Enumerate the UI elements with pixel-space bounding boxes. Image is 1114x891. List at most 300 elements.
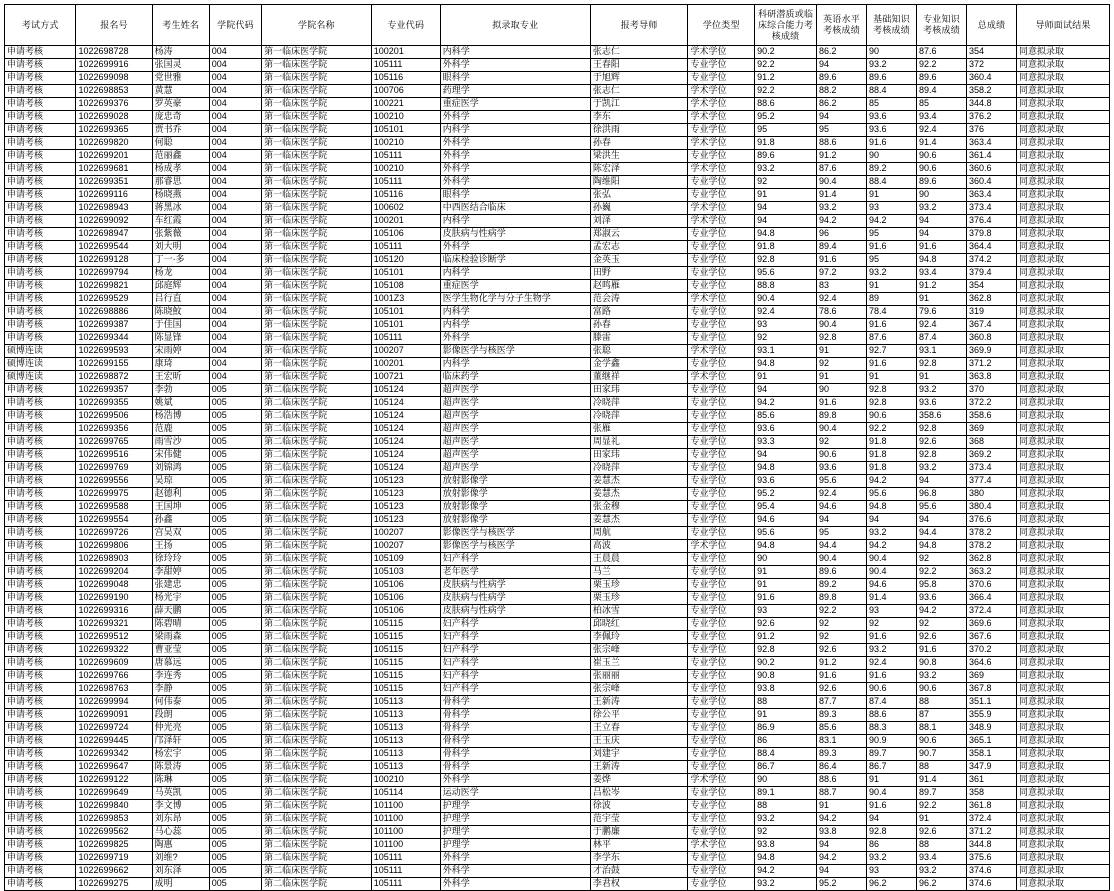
cell-college-name: 第一临床医学院 bbox=[262, 189, 372, 202]
cell-application-id: 1022699128 bbox=[76, 254, 152, 267]
cell-candidate-name: 杨成孝 bbox=[152, 163, 209, 176]
cell-professional-knowledge-score: 88 bbox=[917, 761, 967, 774]
cell-major-name: 内科学 bbox=[440, 267, 590, 280]
cell-professional-knowledge-score: 87.4 bbox=[917, 332, 967, 345]
cell-application-id: 1022699825 bbox=[76, 839, 152, 852]
cell-application-id: 1022699794 bbox=[76, 267, 152, 280]
cell-total-score: 354 bbox=[967, 280, 1017, 293]
cell-exam-method: 申请考核 bbox=[5, 293, 76, 306]
cell-college-name: 第一临床医学院 bbox=[262, 137, 372, 150]
cell-total-score: 379.4 bbox=[967, 267, 1017, 280]
cell-total-score: 319 bbox=[967, 306, 1017, 319]
cell-degree-type: 专业学位 bbox=[688, 241, 755, 254]
cell-basic-knowledge-score: 95.6 bbox=[867, 488, 917, 501]
cell-basic-knowledge-score: 89 bbox=[867, 293, 917, 306]
cell-candidate-name: 范鹿 bbox=[152, 423, 209, 436]
cell-college-name: 第二临床医学院 bbox=[262, 787, 372, 800]
table-row bbox=[5, 85, 1110, 98]
cell-total-score: 360.8 bbox=[967, 332, 1017, 345]
table-row bbox=[5, 722, 1110, 735]
cell-english-score: 94.4 bbox=[817, 540, 867, 553]
cell-exam-method: 申请考核 bbox=[5, 696, 76, 709]
cell-application-id: 1022699853 bbox=[76, 813, 152, 826]
cell-total-score: 376.2 bbox=[967, 111, 1017, 124]
cell-degree-type: 专业学位 bbox=[688, 670, 755, 683]
cell-research-score: 94.8 bbox=[755, 462, 817, 475]
cell-basic-knowledge-score: 88.4 bbox=[867, 85, 917, 98]
cell-english-score: 93.6 bbox=[817, 462, 867, 475]
cell-major-code: 100602 bbox=[371, 202, 440, 215]
table-row bbox=[5, 241, 1110, 254]
cell-application-id: 1022699994 bbox=[76, 696, 152, 709]
cell-college-code: 005 bbox=[209, 410, 261, 423]
cell-research-score: 92 bbox=[755, 826, 817, 839]
cell-exam-method: 申请考核 bbox=[5, 176, 76, 189]
cell-college-name: 第一临床医学院 bbox=[262, 124, 372, 137]
cell-degree-type: 专业学位 bbox=[688, 605, 755, 618]
cell-candidate-name: 陶惠 bbox=[152, 839, 209, 852]
column-header-college-name: 学院名称 bbox=[262, 5, 372, 46]
cell-application-id: 1022698943 bbox=[76, 202, 152, 215]
cell-professional-knowledge-score: 85 bbox=[917, 98, 967, 111]
cell-college-code: 004 bbox=[209, 267, 261, 280]
table-row bbox=[5, 579, 1110, 592]
cell-degree-type: 专业学位 bbox=[688, 475, 755, 488]
cell-research-score: 92.6 bbox=[755, 618, 817, 631]
cell-interview-result: 同意拟录取 bbox=[1017, 657, 1110, 670]
cell-major-name: 妇产科学 bbox=[440, 683, 590, 696]
cell-advisor: 栗玉珍 bbox=[590, 592, 688, 605]
cell-exam-method: 申请考核 bbox=[5, 631, 76, 644]
cell-college-name: 第一临床医学院 bbox=[262, 254, 372, 267]
cell-english-score: 92 bbox=[817, 436, 867, 449]
cell-major-code: 105101 bbox=[371, 267, 440, 280]
cell-english-score: 90.4 bbox=[817, 319, 867, 332]
cell-interview-result: 同意拟录取 bbox=[1017, 176, 1110, 189]
cell-college-name: 第二临床医学院 bbox=[262, 683, 372, 696]
cell-english-score: 95 bbox=[817, 124, 867, 137]
cell-college-code: 005 bbox=[209, 644, 261, 657]
cell-professional-knowledge-score: 94 bbox=[917, 514, 967, 527]
cell-interview-result: 同意拟录取 bbox=[1017, 670, 1110, 683]
cell-college-name: 第二临床医学院 bbox=[262, 579, 372, 592]
cell-basic-knowledge-score: 91 bbox=[867, 189, 917, 202]
cell-research-score: 95 bbox=[755, 124, 817, 137]
cell-advisor: 刘泽 bbox=[590, 215, 688, 228]
cell-advisor: 姜慧杰 bbox=[590, 514, 688, 527]
cell-advisor: 田家玮 bbox=[590, 449, 688, 462]
cell-english-score: 94.2 bbox=[817, 852, 867, 865]
cell-exam-method: 申请考核 bbox=[5, 774, 76, 787]
cell-major-name: 放射影像学 bbox=[440, 514, 590, 527]
cell-interview-result: 同意拟录取 bbox=[1017, 631, 1110, 644]
cell-advisor: 冷晓萍 bbox=[590, 397, 688, 410]
column-header-interview-result: 导师面试结果 bbox=[1017, 5, 1110, 46]
cell-major-name: 外科学 bbox=[440, 111, 590, 124]
cell-research-score: 95.6 bbox=[755, 527, 817, 540]
cell-candidate-name: 赵德利 bbox=[152, 488, 209, 501]
cell-total-score: 358.6 bbox=[967, 410, 1017, 423]
cell-interview-result: 同意拟录取 bbox=[1017, 748, 1110, 761]
cell-major-code: 105124 bbox=[371, 384, 440, 397]
cell-basic-knowledge-score: 92.4 bbox=[867, 657, 917, 670]
cell-exam-method: 申请考核 bbox=[5, 735, 76, 748]
cell-major-code: 100210 bbox=[371, 163, 440, 176]
cell-major-code: 100201 bbox=[371, 215, 440, 228]
cell-interview-result: 同意拟录取 bbox=[1017, 332, 1110, 345]
cell-major-code: 1001Z3 bbox=[371, 293, 440, 306]
cell-degree-type: 专业学位 bbox=[688, 189, 755, 202]
cell-interview-result: 同意拟录取 bbox=[1017, 514, 1110, 527]
cell-interview-result: 同意拟录取 bbox=[1017, 267, 1110, 280]
cell-major-name: 影像医学与核医学 bbox=[440, 540, 590, 553]
cell-degree-type: 专业学位 bbox=[688, 631, 755, 644]
cell-research-score: 91.2 bbox=[755, 72, 817, 85]
cell-college-name: 第二临床医学院 bbox=[262, 670, 372, 683]
cell-exam-method: 申请考核 bbox=[5, 670, 76, 683]
cell-exam-method: 申请考核 bbox=[5, 787, 76, 800]
cell-major-name: 外科学 bbox=[440, 137, 590, 150]
cell-degree-type: 专业学位 bbox=[688, 813, 755, 826]
cell-college-code: 004 bbox=[209, 358, 261, 371]
cell-college-name: 第二临床医学院 bbox=[262, 605, 372, 618]
cell-basic-knowledge-score: 94.2 bbox=[867, 475, 917, 488]
cell-college-code: 005 bbox=[209, 397, 261, 410]
cell-college-name: 第二临床医学院 bbox=[262, 878, 372, 891]
cell-english-score: 91 bbox=[817, 371, 867, 384]
cell-application-id: 1022699091 bbox=[76, 709, 152, 722]
cell-professional-knowledge-score: 358.6 bbox=[917, 410, 967, 423]
cell-professional-knowledge-score: 94 bbox=[917, 215, 967, 228]
table-row bbox=[5, 553, 1110, 566]
cell-interview-result: 同意拟录取 bbox=[1017, 449, 1110, 462]
cell-english-score: 91 bbox=[817, 800, 867, 813]
cell-application-id: 1022699806 bbox=[76, 540, 152, 553]
cell-professional-knowledge-score: 92.2 bbox=[917, 800, 967, 813]
cell-degree-type: 专业学位 bbox=[688, 826, 755, 839]
cell-college-name: 第一临床医学院 bbox=[262, 150, 372, 163]
cell-college-code: 005 bbox=[209, 631, 261, 644]
cell-college-name: 第二临床医学院 bbox=[262, 436, 372, 449]
cell-english-score: 92.6 bbox=[817, 683, 867, 696]
cell-exam-method: 申请考核 bbox=[5, 202, 76, 215]
cell-major-code: 100207 bbox=[371, 345, 440, 358]
cell-total-score: 372 bbox=[967, 59, 1017, 72]
table-row bbox=[5, 163, 1110, 176]
cell-english-score: 94.6 bbox=[817, 501, 867, 514]
cell-degree-type: 专业学位 bbox=[688, 514, 755, 527]
cell-major-code: 105113 bbox=[371, 696, 440, 709]
cell-interview-result: 同意拟录取 bbox=[1017, 280, 1110, 293]
cell-major-name: 护理学 bbox=[440, 826, 590, 839]
cell-research-score: 91 bbox=[755, 189, 817, 202]
cell-total-score: 363.4 bbox=[967, 189, 1017, 202]
cell-degree-type: 专业学位 bbox=[688, 410, 755, 423]
cell-major-name: 放射影像学 bbox=[440, 488, 590, 501]
cell-interview-result: 同意拟录取 bbox=[1017, 150, 1110, 163]
cell-college-code: 005 bbox=[209, 787, 261, 800]
cell-research-score: 95.2 bbox=[755, 488, 817, 501]
cell-candidate-name: 薛天鹏 bbox=[152, 605, 209, 618]
cell-research-score: 88.8 bbox=[755, 280, 817, 293]
cell-candidate-name: 刘锦鸿 bbox=[152, 462, 209, 475]
cell-advisor: 冷晓萍 bbox=[590, 462, 688, 475]
table-row bbox=[5, 514, 1110, 527]
cell-major-code: 101100 bbox=[371, 800, 440, 813]
cell-advisor: 高波 bbox=[590, 540, 688, 553]
cell-candidate-name: 黄慧 bbox=[152, 85, 209, 98]
cell-application-id: 1022698903 bbox=[76, 553, 152, 566]
cell-total-score: 372.2 bbox=[967, 397, 1017, 410]
cell-major-name: 骨科学 bbox=[440, 748, 590, 761]
cell-english-score: 94.2 bbox=[817, 813, 867, 826]
cell-professional-knowledge-score: 93.6 bbox=[917, 397, 967, 410]
cell-basic-knowledge-score: 93.6 bbox=[867, 124, 917, 137]
cell-professional-knowledge-score: 87 bbox=[917, 709, 967, 722]
cell-exam-method: 申请考核 bbox=[5, 59, 76, 72]
cell-candidate-name: 宋伟健 bbox=[152, 449, 209, 462]
cell-candidate-name: 陈晓魰 bbox=[152, 306, 209, 319]
cell-application-id: 1022699562 bbox=[76, 826, 152, 839]
cell-english-score: 89.4 bbox=[817, 241, 867, 254]
cell-advisor: 陈宏泽 bbox=[590, 163, 688, 176]
cell-total-score: 364.6 bbox=[967, 657, 1017, 670]
cell-application-id: 1022699365 bbox=[76, 124, 152, 137]
cell-total-score: 374.6 bbox=[967, 865, 1017, 878]
cell-major-code: 105111 bbox=[371, 878, 440, 891]
cell-application-id: 1022699190 bbox=[76, 592, 152, 605]
cell-english-score: 88.6 bbox=[817, 774, 867, 787]
cell-major-name: 皮肤病与性病学 bbox=[440, 605, 590, 618]
cell-interview-result: 同意拟录取 bbox=[1017, 488, 1110, 501]
cell-advisor: 陶维阳 bbox=[590, 176, 688, 189]
cell-english-score: 90.4 bbox=[817, 176, 867, 189]
cell-college-name: 第二临床医学院 bbox=[262, 501, 372, 514]
column-header-basic-knowledge-score: 基础知识考核成绩 bbox=[867, 5, 917, 46]
cell-advisor: 张弘 bbox=[590, 189, 688, 202]
cell-college-name: 第二临床医学院 bbox=[262, 644, 372, 657]
cell-english-score: 78.6 bbox=[817, 306, 867, 319]
cell-professional-knowledge-score: 94.2 bbox=[917, 605, 967, 618]
cell-application-id: 1022699355 bbox=[76, 397, 152, 410]
cell-major-code: 105113 bbox=[371, 709, 440, 722]
cell-advisor: 王玉庆 bbox=[590, 735, 688, 748]
cell-total-score: 358.1 bbox=[967, 748, 1017, 761]
cell-english-score: 89.6 bbox=[817, 72, 867, 85]
cell-total-score: 367.6 bbox=[967, 631, 1017, 644]
cell-interview-result: 同意拟录取 bbox=[1017, 566, 1110, 579]
cell-college-code: 004 bbox=[209, 163, 261, 176]
cell-english-score: 91.2 bbox=[817, 150, 867, 163]
cell-basic-knowledge-score: 91 bbox=[867, 280, 917, 293]
cell-research-score: 92.2 bbox=[755, 85, 817, 98]
cell-professional-knowledge-score: 94.8 bbox=[917, 540, 967, 553]
cell-exam-method: 申请考核 bbox=[5, 826, 76, 839]
cell-application-id: 1022698872 bbox=[76, 371, 152, 384]
cell-total-score: 365.1 bbox=[967, 735, 1017, 748]
table-row bbox=[5, 267, 1110, 280]
cell-candidate-name: 杨涛 bbox=[152, 46, 209, 59]
cell-major-name: 运动医学 bbox=[440, 787, 590, 800]
cell-college-name: 第一临床医学院 bbox=[262, 176, 372, 189]
cell-advisor: 张志仁 bbox=[590, 85, 688, 98]
table-row bbox=[5, 137, 1110, 150]
cell-major-code: 101100 bbox=[371, 826, 440, 839]
cell-english-score: 88.2 bbox=[817, 85, 867, 98]
cell-interview-result: 同意拟录取 bbox=[1017, 410, 1110, 423]
column-header-degree-type: 学位类型 bbox=[688, 5, 755, 46]
cell-college-code: 005 bbox=[209, 657, 261, 670]
cell-application-id: 1022699201 bbox=[76, 150, 152, 163]
cell-degree-type: 专业学位 bbox=[688, 735, 755, 748]
cell-major-code: 105124 bbox=[371, 449, 440, 462]
cell-basic-knowledge-score: 94 bbox=[867, 813, 917, 826]
cell-exam-method: 申请考核 bbox=[5, 124, 76, 137]
cell-research-score: 93.8 bbox=[755, 839, 817, 852]
cell-degree-type: 专业学位 bbox=[688, 579, 755, 592]
cell-college-code: 005 bbox=[209, 878, 261, 891]
cell-professional-knowledge-score: 93.6 bbox=[917, 592, 967, 605]
cell-total-score: 367.8 bbox=[967, 683, 1017, 696]
cell-major-name: 骨科学 bbox=[440, 735, 590, 748]
table-row bbox=[5, 345, 1110, 358]
cell-basic-knowledge-score: 94.2 bbox=[867, 215, 917, 228]
cell-application-id: 1022699556 bbox=[76, 475, 152, 488]
cell-professional-knowledge-score: 92.6 bbox=[917, 826, 967, 839]
cell-research-score: 88 bbox=[755, 696, 817, 709]
table-row bbox=[5, 761, 1110, 774]
cell-advisor: 梁洪生 bbox=[590, 150, 688, 163]
cell-college-name: 第二临床医学院 bbox=[262, 709, 372, 722]
cell-college-code: 004 bbox=[209, 371, 261, 384]
cell-major-code: 105124 bbox=[371, 397, 440, 410]
cell-college-code: 005 bbox=[209, 475, 261, 488]
cell-college-name: 第一临床医学院 bbox=[262, 280, 372, 293]
cell-college-name: 第二临床医学院 bbox=[262, 423, 372, 436]
cell-degree-type: 学术学位 bbox=[688, 215, 755, 228]
cell-major-name: 眼科学 bbox=[440, 72, 590, 85]
cell-major-name: 外科学 bbox=[440, 878, 590, 891]
cell-major-code: 105123 bbox=[371, 501, 440, 514]
table-row bbox=[5, 774, 1110, 787]
cell-total-score: 358.2 bbox=[967, 85, 1017, 98]
cell-advisor: 李君权 bbox=[590, 878, 688, 891]
cell-degree-type: 专业学位 bbox=[688, 501, 755, 514]
cell-basic-knowledge-score: 78.4 bbox=[867, 306, 917, 319]
cell-major-code: 105111 bbox=[371, 865, 440, 878]
cell-degree-type: 学术学位 bbox=[688, 345, 755, 358]
cell-professional-knowledge-score: 92.6 bbox=[917, 436, 967, 449]
cell-exam-method: 申请考核 bbox=[5, 722, 76, 735]
cell-candidate-name: 刘维? bbox=[152, 852, 209, 865]
cell-research-score: 93.3 bbox=[755, 436, 817, 449]
cell-professional-knowledge-score: 91.2 bbox=[917, 280, 967, 293]
cell-english-score: 83.1 bbox=[817, 735, 867, 748]
cell-exam-method: 申请考核 bbox=[5, 241, 76, 254]
cell-college-code: 004 bbox=[209, 306, 261, 319]
cell-basic-knowledge-score: 86.7 bbox=[867, 761, 917, 774]
cell-professional-knowledge-score: 87.6 bbox=[917, 46, 967, 59]
cell-college-code: 005 bbox=[209, 852, 261, 865]
cell-college-code: 005 bbox=[209, 722, 261, 735]
cell-application-id: 1022699719 bbox=[76, 852, 152, 865]
cell-college-code: 005 bbox=[209, 813, 261, 826]
table-row bbox=[5, 215, 1110, 228]
cell-interview-result: 同意拟录取 bbox=[1017, 436, 1110, 449]
cell-major-name: 眼科学 bbox=[440, 189, 590, 202]
cell-total-score: 361.4 bbox=[967, 150, 1017, 163]
table-row bbox=[5, 189, 1110, 202]
cell-total-score: 374.6 bbox=[967, 878, 1017, 891]
cell-degree-type: 专业学位 bbox=[688, 696, 755, 709]
cell-college-code: 004 bbox=[209, 202, 261, 215]
cell-application-id: 1022699724 bbox=[76, 722, 152, 735]
cell-total-score: 361 bbox=[967, 774, 1017, 787]
cell-application-id: 1022699357 bbox=[76, 384, 152, 397]
cell-candidate-name: 刘东泽 bbox=[152, 865, 209, 878]
cell-college-code: 005 bbox=[209, 579, 261, 592]
cell-english-score: 95.2 bbox=[817, 878, 867, 891]
cell-application-id: 1022698886 bbox=[76, 306, 152, 319]
cell-exam-method: 申请考核 bbox=[5, 488, 76, 501]
cell-english-score: 87.7 bbox=[817, 696, 867, 709]
cell-research-score: 88.4 bbox=[755, 748, 817, 761]
cell-basic-knowledge-score: 88.6 bbox=[867, 709, 917, 722]
cell-professional-knowledge-score: 89.6 bbox=[917, 176, 967, 189]
cell-interview-result: 同意拟录取 bbox=[1017, 137, 1110, 150]
cell-basic-knowledge-score: 93.2 bbox=[867, 527, 917, 540]
column-header-candidate-name: 考生姓名 bbox=[152, 5, 209, 46]
cell-basic-knowledge-score: 91.6 bbox=[867, 670, 917, 683]
cell-college-code: 005 bbox=[209, 696, 261, 709]
cell-english-score: 94 bbox=[817, 839, 867, 852]
cell-degree-type: 专业学位 bbox=[688, 280, 755, 293]
cell-research-score: 90 bbox=[755, 774, 817, 787]
cell-application-id: 1022699609 bbox=[76, 657, 152, 670]
cell-major-code: 105113 bbox=[371, 722, 440, 735]
cell-research-score: 93.2 bbox=[755, 878, 817, 891]
cell-degree-type: 专业学位 bbox=[688, 306, 755, 319]
column-header-college-code: 学院代码 bbox=[209, 5, 261, 46]
cell-college-code: 004 bbox=[209, 150, 261, 163]
cell-advisor: 李东 bbox=[590, 111, 688, 124]
cell-professional-knowledge-score: 90.6 bbox=[917, 163, 967, 176]
cell-english-score: 91 bbox=[817, 345, 867, 358]
column-header-professional-knowledge-score: 专业知识考核成绩 bbox=[917, 5, 967, 46]
cell-exam-method: 申请考核 bbox=[5, 306, 76, 319]
cell-professional-knowledge-score: 92.4 bbox=[917, 124, 967, 137]
cell-professional-knowledge-score: 91.6 bbox=[917, 241, 967, 254]
table-row bbox=[5, 98, 1110, 111]
column-header-advisor: 报考导师 bbox=[590, 5, 688, 46]
cell-english-score: 91.2 bbox=[817, 657, 867, 670]
cell-basic-knowledge-score: 90.4 bbox=[867, 787, 917, 800]
cell-total-score: 371.2 bbox=[967, 358, 1017, 371]
cell-total-score: 373.4 bbox=[967, 202, 1017, 215]
cell-candidate-name: 邝泽轩 bbox=[152, 735, 209, 748]
table-row bbox=[5, 358, 1110, 371]
cell-candidate-name: 徐玲玲 bbox=[152, 553, 209, 566]
cell-professional-knowledge-score: 93.2 bbox=[917, 670, 967, 683]
cell-major-code: 100207 bbox=[371, 540, 440, 553]
cell-advisor: 孙巍 bbox=[590, 202, 688, 215]
table-row bbox=[5, 683, 1110, 696]
cell-research-score: 93 bbox=[755, 605, 817, 618]
cell-candidate-name: 党世雅 bbox=[152, 72, 209, 85]
cell-college-code: 004 bbox=[209, 280, 261, 293]
cell-research-score: 94 bbox=[755, 449, 817, 462]
column-header-major-code: 专业代码 bbox=[371, 5, 440, 46]
